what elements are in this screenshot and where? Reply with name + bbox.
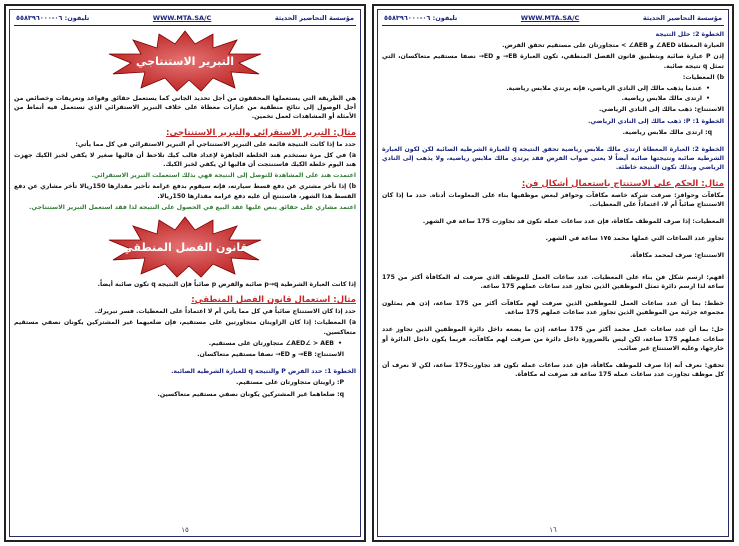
example-heading-1: مثال: التبرير الاستقرائي والتبرير الاستنتاجي: (166, 127, 356, 138)
case-b-q: q: ارتدى مالك ملابس رياضية. (622, 128, 712, 136)
case-a2-line-1: • AED∠ > AEB∠ متجاورتان على مستقيم. (14, 339, 342, 348)
header-org: مؤسسة التحاضير الحديثة (642, 14, 722, 22)
step-1-q: q: ضلعاهما غير المشتركين يكونان نصفي مستقيم متعاكسين. (157, 390, 344, 398)
example-3-intro: مكافآت وحوافز: صرفت شركة خاصة مكافآت وحوافز لبعض موظفيها بناء على المعلومات أدناه. حدد ما إذا كان الاستنتاج صائباً أم لا، اعتماداً على المعطيات. (382, 191, 724, 208)
banner-title: التبرير الاستنتاجي (136, 54, 234, 68)
step-plan: خطط: بما أن عدد ساعات العمل للموظفين الذين صرفت لهم مكافآت أكثر من 175 ساعة، إذن هم يمثلون مجموعة جزئية من الموظفين الذين تجاوز عدد ساعات عملهم 175 ساعة. (382, 300, 724, 317)
header-phone: تليفون: ٠٦-٥٥٨٣٩٦٠٠٠ (16, 14, 90, 22)
case-b-step-2 (382, 145, 724, 173)
banner-deductive (14, 30, 356, 92)
example-3-conclusion: الاستنتاج: صرف لمحمد مكافأة. (630, 252, 724, 260)
page-15 (4, 4, 366, 542)
case-b-bullet-1: • عندما يذهب مالك إلى النادي الرياضي، فإنه يرتدي ملابس رياضية. (382, 84, 710, 93)
case-a-answer: اعتمدت هند على المشاهدة للتوصل إلى النتيجة فهي بذلك استعملت التبرير الاستقرائي. (91, 172, 356, 180)
banner-detachment (14, 216, 356, 278)
step-understand: افهم: ارسم شكل فن بناء على المعطيات. عدد ساعات العمل للموظف الذي صرفت له المكافأة أكثر من 175 ساعة لذا ارسم دائرة تمثل الموظفين الذين تجاوز عدد ساعات عملهم 175 ساعة. (382, 273, 724, 290)
case-b-answer: اعتمد مشاري على حقائق ينص عليها عقد البيع في الحصول على النتيجة لذا فقد استعمل التبرير الاستنتاجي. (29, 203, 356, 211)
example-heading-3: مثال: الحكم على الاستنتاج باستعمال أشكال فن: (521, 178, 724, 189)
header-phone: تليفون: ٠٦-٥٥٨٣٩٦٠٠٠ (384, 14, 458, 22)
page-16 (372, 4, 734, 542)
step-2-text: العبارة المعطاة AED∠ و AEB∠ > متجاورتان على مستقيم تحقق الفرض. (502, 42, 724, 50)
banner-title: قانون الفصل المنطقي (122, 240, 248, 254)
law-statement: إذا كانت العبارة الشرطية p→q صائبة والفرض p صائباً فإن النتيجة q تكون صائبة أيضاً. (97, 281, 356, 289)
step-2-text-2: إذن P عبارة صائبة وبتطبيق قانون الفصل المنطقي، تكون العبارة EB→ و ED→ نصفا مستقيم متعاكسان، التي تمثل q نتيجة صائبة. (382, 53, 725, 70)
case-a2-given: a) المعطيات: إذا كان الزاويتان متجاورتين على مستقيم، فإن ضلعيهما غير المشتركين يكونان نصفي مستقيم متعاكسين. (14, 319, 356, 336)
case-a-text: a) في كل مرة تستخدم هند الخلطة الجاهزة لإعداد قالب كيك تلاحظ أن قالبها صغير لا يكفي لخبز الكيك جهزت هند اليوم خلطة الكيك فاستنتجت أن قالبها لن يكفي لخبز الكيك. (14, 151, 356, 169)
step-1-p: P: زاويتان متجاورتان على مستقيم. (236, 379, 344, 387)
header-url-link[interactable]: WWW.MTA.SA/C (520, 14, 580, 22)
starburst-banner (105, 30, 265, 92)
intro-paragraph: هي الطريقة التي يستعملها المحققون من أجل تحديد الجاني كما يستعمل حقائق وقواعد وتعريفات وخصائص من أجل الوصول إلى نتائج منطقية من عبارات معطاة على خلاف التبرير الاستقرائي الذي تستعمل فيه أنماط من الأمثلة أو المشاهدات لعمل تخمين. (14, 95, 356, 121)
step-check: تحقق: نعرف أنه إذا صرف للموظف مكافأة، فإن عدد ساعات عمله تكون قد تجاوزت175 ساعة، لكن لا نعرف أن كل موظف تجاوزت عدد ساعات عمله 175 ساعة قد صرفت له مكافأة. (382, 362, 724, 379)
example-3-fact: تجاوز عدد الساعات التي عملها محمد ١٧٥ ساعة في الشهر. (545, 235, 724, 243)
header-org: مؤسسة التحاضير الحديثة (274, 14, 354, 22)
step-solve: حل: بما أن عدد ساعات عمل محمد أكثر من 175 ساعة، إذن ما يضعه داخل دائرة الموظفين الذين تجاوز عدد ساعات عملهم 175 ساعة، لكن ليس بالضرورة داخل دائرة من صرفت لهم مكافآت، فربما يكون داخل الدائرة أو خارجها، وعليه الاستنتاج غير صائب. (382, 326, 724, 352)
step-2: الخطوة 2: حلل النتيجة (655, 31, 724, 38)
case-b-conclusion: الاستنتاج: ذهب مالك إلى النادي الرياضي. (598, 106, 724, 114)
case-a2-line-2: الاستنتاج: EB→ و ED→ نصفا مستقيم متعاكسان. (197, 351, 344, 359)
step-1: الخطوة 1: حدد الفرض P والنتيجة q للعبارة الشرطية الصائبة. (171, 368, 356, 376)
page-number: ١٥ (181, 526, 189, 534)
example-heading-2: مثال: استعمال قانون الفصل المنطقي: (191, 295, 356, 306)
case-b-step-1: الخطوة 1: P: ذهب مالك إلى النادي الرياضي. (588, 117, 724, 125)
starburst-banner (105, 216, 265, 278)
case-b-bullet-2: • ارتدى مالك ملابس رياضية. (382, 94, 710, 103)
header-url-link[interactable]: WWW.MTA.SA/C (152, 14, 212, 22)
question-1: حدد ما إذا كانت النتيجة قائمة على التبرير الاستنتاجي أم التبرير الاستقرائي في كل مما يأتي: (75, 140, 356, 148)
step-2b-text: الخطوة 2: العبارة المعطاة ارتدى مالك ملابس رياضية تحقق النتيجة q للعبارة الشرطية الصائبة لكن لكون العبارة الشرطية صائبة ونتيجتها صائبة أيضاً لا يعني صواب الفرض فقد يرتدي مالك ملابس رياضية، ولا يذهب إلى النادي الرياضي وبذلك تكون النتيجة خاطئة. (382, 146, 724, 172)
case-b-given: b) المعطيات: (682, 73, 724, 81)
case-b-text: b) إذا تأخر مشتري عن دفع قسط سيارته، فإنه سيقوم بدفع غرامة تأخير مقدارها 150ريالا تأخر مشاري عن دفع القسط هذا الشهر، فاستنتج أن عليه دفع غرامة مقدارها 150ريالا. (14, 183, 356, 200)
question-2: حدد إذا كان الاستنتاج صائباً في كل مما يأتي أم لا اعتماداً على المعطيات. فسر تبريرك. (94, 308, 356, 316)
example-3-given: المعطيات: إذا صرف للموظف مكافأة، فإن عدد ساعات عمله تكون قد تجاوزت 175 ساعة في الشهر. (422, 218, 724, 226)
page-header (14, 12, 356, 26)
page-number: ١٦ (549, 526, 557, 534)
page-header (382, 12, 724, 26)
